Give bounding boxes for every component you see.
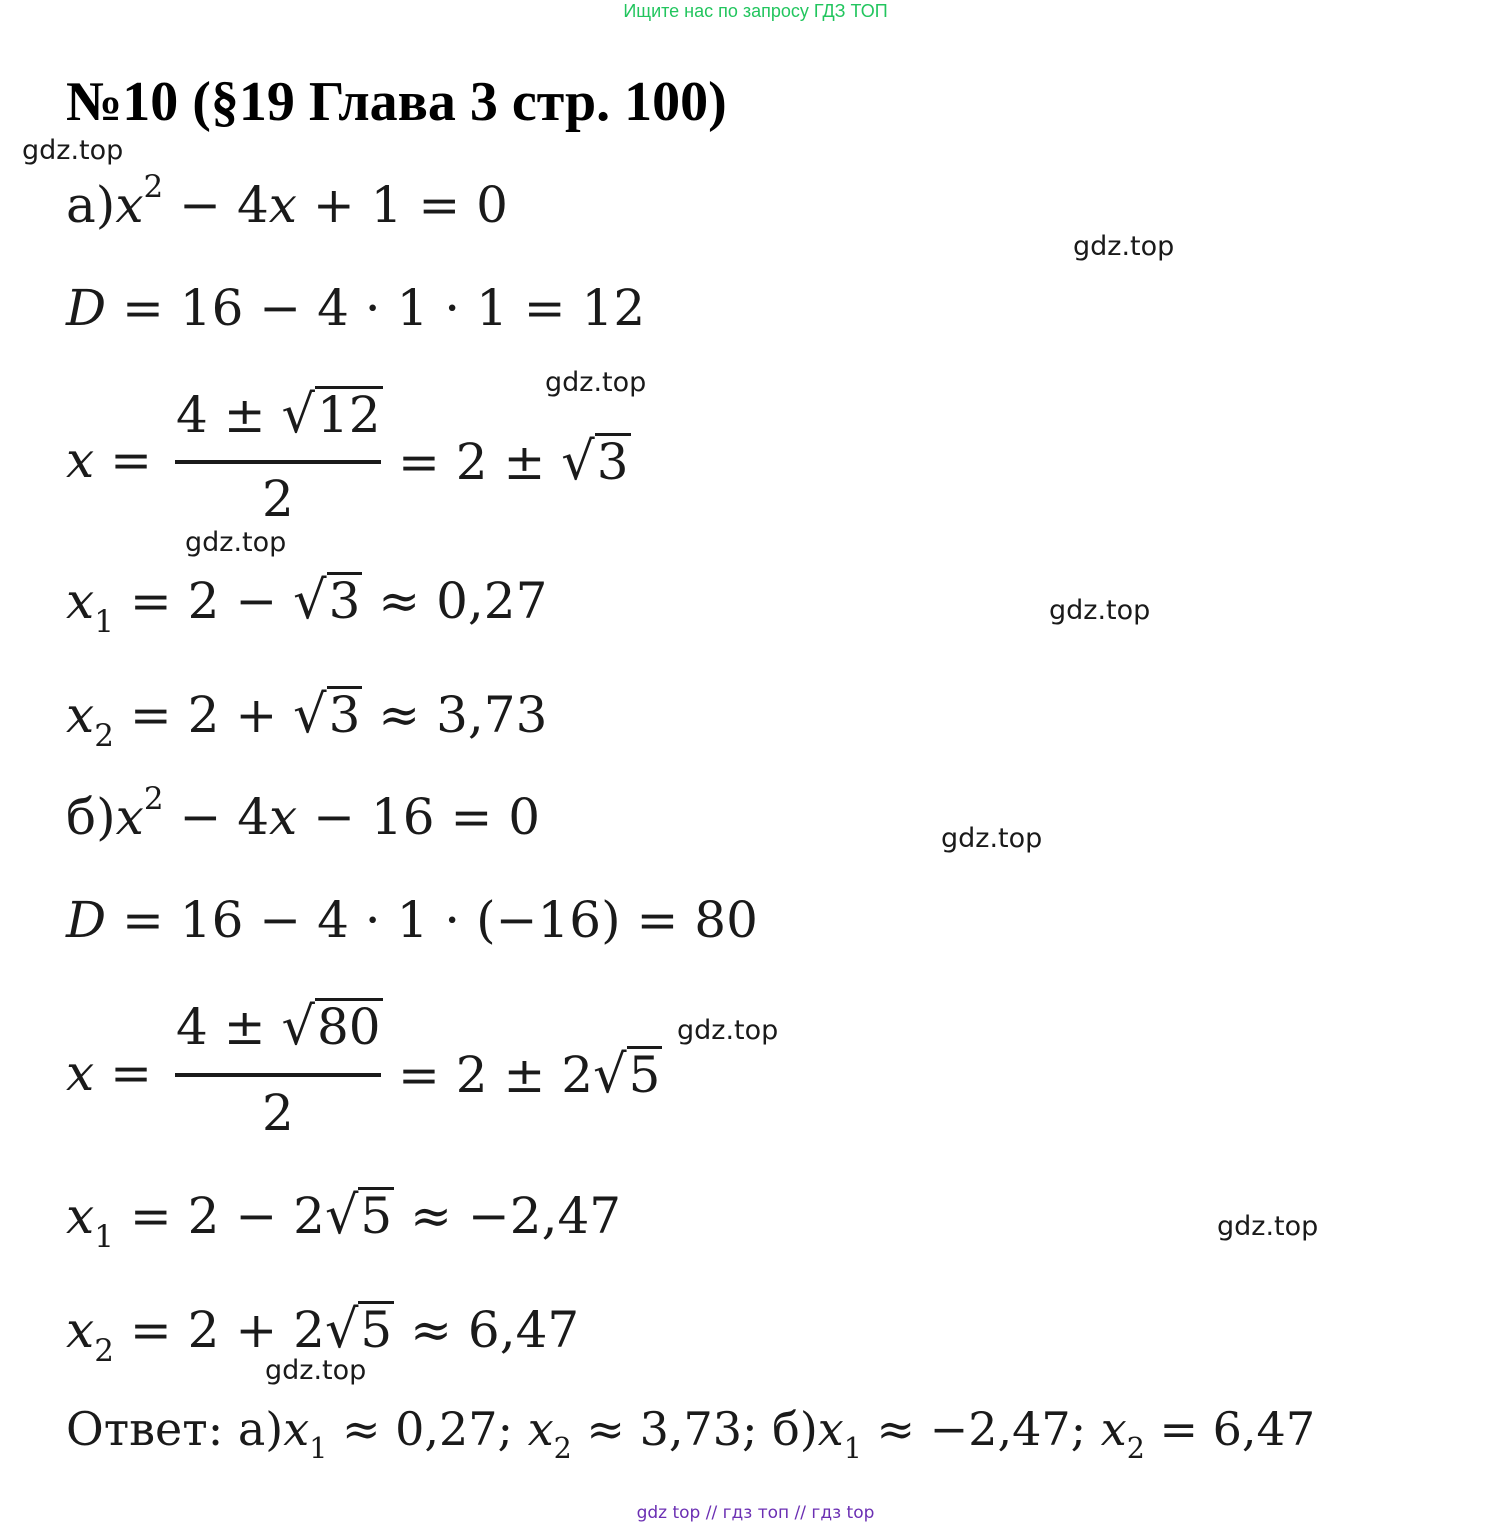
fraction-line-b [175, 1073, 381, 1077]
denominator-a: 2 [262, 470, 294, 528]
fraction-line-a [175, 460, 381, 464]
x1-a: $x_1 = 2 - √3 \approx 0,27$ [66, 570, 548, 640]
watermark: gdz.top [545, 367, 647, 398]
roots-a: = 2 ± √3 [398, 431, 629, 492]
numerator-a: 4 ± √12 [176, 384, 381, 445]
numerator-b: 4 ± √80 [176, 996, 381, 1057]
watermark: gdz.top [677, 1015, 779, 1046]
page-title: №10 (§19 Глава 3 стр. 100) [66, 71, 727, 133]
x2-a: $x_2 = 2 + √3 \approx 3,73$ [66, 684, 548, 754]
discriminant-a: D = 16 − 4 · 1 · 1 = 12 [66, 279, 646, 337]
watermark: gdz.top [1049, 595, 1151, 626]
equation-b: $б)x^2 - 4x - 16 = 0$ [66, 781, 541, 846]
search-banner: Ищите нас по запросу ГДЗ ТОП [623, 1, 888, 21]
watermark: gdz.top [185, 527, 287, 558]
equation-a: $а)x^2 - 4x + 1 = 0$ [66, 169, 508, 234]
denominator-b: 2 [262, 1084, 294, 1142]
watermark: gdz.top [265, 1355, 367, 1386]
watermark: gdz.top [22, 135, 124, 166]
watermark: gdz.top [941, 823, 1043, 854]
footer-links: gdz top // гдз топ // гдз top [636, 1503, 875, 1523]
watermark: gdz.top [1073, 231, 1175, 262]
x2-b: $x_2 = 2 + 2√5 \approx 6,47$ [66, 1299, 580, 1369]
watermark: gdz.top [1217, 1211, 1319, 1242]
x1-b: $x_1 = 2 - 2√5 \approx -2,47$ [66, 1185, 622, 1255]
roots-b: = 2 ± 2√5 [398, 1044, 661, 1105]
discriminant-b: D = 16 − 4 · 1 · (−16) = 80 [66, 891, 758, 949]
x-equals-a: x = [66, 431, 152, 489]
x-equals-b: x = [66, 1044, 152, 1102]
answer-line: Ответ: $а)x_1 \approx 0,27$; $x_2 \approx 3,73$; $б)x_1 \approx -2,47$; $x_2 = 6,47$ [66, 1402, 1316, 1465]
